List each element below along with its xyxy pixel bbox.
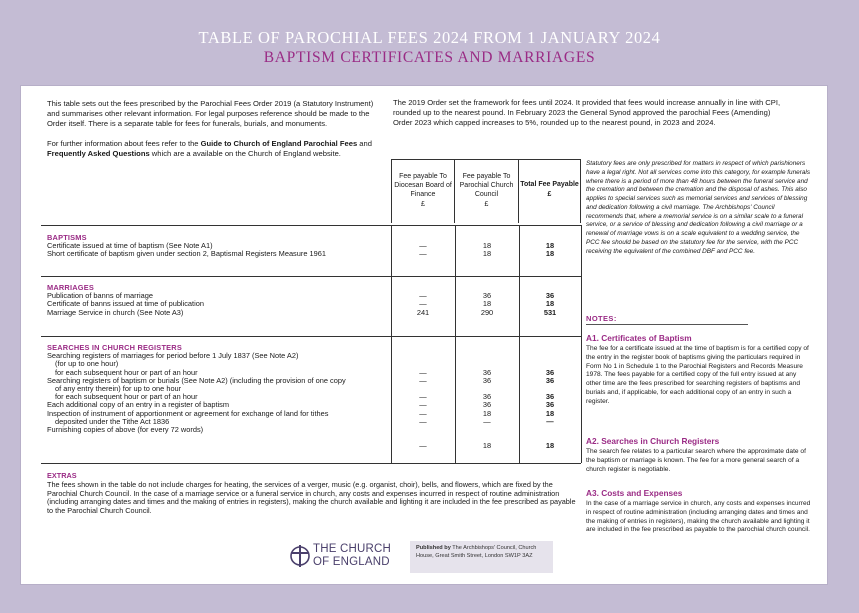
cell-total: — [546, 416, 554, 426]
table-row-label: Certificate issued at time of baptism (See Note A1) [47, 241, 213, 251]
cell-dbf: — [419, 392, 427, 402]
cell-total: 36 18 531 [543, 291, 557, 317]
table-row-label: Searching registers of marriages for period before 1 July 1837 (See Note A2) [47, 351, 299, 361]
table-row-label: Inspection of instrument of apportionment or agreement for exchange of land for tithes [47, 408, 329, 418]
table-row-label: deposited under the Tithe Act 1836 [55, 416, 170, 426]
cell-dbf: — [419, 408, 427, 418]
fee-sheet [20, 85, 828, 585]
section-title: SEARCHES IN CHURCH REGISTERS [47, 343, 182, 352]
table-row-label: Each additional copy of an entry in a register of baptism [47, 400, 229, 410]
table-rule [41, 276, 581, 277]
note-a3 [586, 488, 811, 535]
note-title: A1. Certificates of Baptism [586, 333, 692, 343]
cell-total: 36 [545, 400, 555, 410]
note-title: A3. Costs and Expenses [586, 488, 683, 498]
guide-reference: Guide to Church of England Parochial Fees [200, 139, 358, 148]
notes-heading: NOTES: [586, 314, 617, 323]
page-subtitle: BAPTISM CERTIFICATES AND MARRIAGES [263, 49, 596, 66]
note-a2 [586, 436, 811, 474]
church-logo-text: THE CHURCH OF ENGLAND [313, 543, 392, 568]
section-searches [47, 344, 346, 434]
cell-total: 18 [545, 441, 555, 451]
table-row-label: (for up to one hour) [55, 359, 119, 369]
section-marriages [47, 284, 204, 317]
section-title: BAPTISMS [47, 233, 87, 242]
note-a1 [586, 333, 811, 406]
cell-pcc: 18 18 [482, 241, 492, 259]
table-column-line [391, 225, 392, 463]
cell-pcc: — [483, 416, 491, 426]
table-row-label: Certificate of banns issued at time of publication [47, 299, 204, 309]
cell-total: 36 [545, 392, 555, 402]
cell-pcc: 36 18 290 [480, 291, 494, 317]
intro-right [393, 98, 788, 128]
statutory-note: Statutory fees are only prescribed for matters in respect of which parishioners have a legal right. Not all services come into this category, for example funerals where there is a period of more than 48 hours between the funeral service and the cremation and between the cremation and the disposal of ashes. This also applies to special services such as memorial services and services of blessing and dedication following a civil marriage. The Archbishops' Council recommends that, where a memorial service is on a similar scale to a funeral service, or a service of blessing and dedication following a civil marriage or a renewal of marriage vows is on a scale equivalent to a wedding service, the PCC fee should be based on the statutory fee for the service, with the PCC receiving the equivalent of the combined DBF and PCC fee. [586, 160, 811, 255]
column-header-pcc: Fee payable To Parochial Church Council £ [455, 159, 519, 223]
note-title: A2. Searches in Church Registers [586, 436, 720, 446]
table-row-label: Publication of banns of marriage [47, 291, 153, 301]
table-column-line [455, 225, 456, 463]
table-row-label: for each subsequent hour or part of an hour [55, 392, 198, 402]
extras-text: The fees shown in the table do not include charges for heating, the services of a verger, music (e.g. organist, choir), bells, and flowers, which are fixed by the Parochial Church Council. In the case of a marriage service or a funeral service in church, any costs and expenses incurred in respect of routine administration (including arranging dates and times and the making of entries in registers), making the church available and lighting it are included in the fee prescribed as payable to the Parochial Church Council. [47, 479, 576, 516]
cell-pcc: 36 [482, 375, 492, 385]
cell-dbf: — — 241 [416, 291, 430, 317]
table-rule [41, 225, 581, 226]
cell-dbf: — [419, 416, 427, 426]
cell-pcc: 18 [482, 441, 492, 451]
page-title: TABLE OF PAROCHIAL FEES 2024 FROM 1 JANUARY 2024 [198, 28, 661, 47]
notes-divider [586, 324, 748, 325]
table-rule [41, 336, 581, 337]
table-row-label: Searching registers of baptism or burials (See Note A2) (including the provision of one copy [47, 375, 346, 385]
intro-paragraph: This table sets out the fees prescribed by the Parochial Fees Order 2019 (a Statutory Instrument) and summarises other relevant information. For legal purposes reference should be made to the Order itself. There is a separate table for fees for funerals, burials, and monuments. [47, 99, 374, 128]
note-text: The search fee relates to a particular search where the approximate date of the baptism or marriage is known. The fee for a more general search of a church register is negotiable. [586, 448, 806, 473]
publisher-box: Published by The Archbishops' Council, Church House, Great Smith Street, London SW1P 3AZ [410, 541, 553, 573]
cell-pcc: 36 [482, 367, 492, 377]
intro-left [47, 99, 387, 159]
section-title: EXTRAS [47, 471, 77, 480]
cell-total: 36 [545, 375, 555, 385]
cell-pcc: 36 [482, 400, 492, 410]
table-row-label: of any entry therein) for up to one hour [55, 384, 182, 394]
section-baptisms [47, 234, 326, 259]
table-column-line [519, 225, 520, 463]
section-title: MARRIAGES [47, 283, 94, 292]
note-text: In the case of a marriage service in church, any costs and expenses incurred in respect of routine administration (including arranging dates and times and the making of entries in registers), making the church available and lighting it are included in the fee prescribed as payable to the parochial church council. [586, 500, 811, 534]
column-header-dbf: Fee payable To Diocesan Board of Finance £ [391, 159, 455, 223]
table-rule [41, 463, 581, 464]
cell-total: 18 [545, 408, 555, 418]
cell-dbf: — [419, 367, 427, 377]
faq-reference: Frequently Asked Questions [47, 149, 150, 158]
extras-section [47, 472, 577, 516]
cell-pcc: 36 [482, 392, 492, 402]
church-cross-logo-icon [289, 542, 311, 570]
note-text: The fee for a certificate issued at the time of baptism is for a certified copy of the entry in the register book of baptisms giving the particulars required in Form No 1 in Schedule 1 to the Parochial Registers and Records Measure 1978. The fees payable for a certified copy of the full entry issued at any other time are the fees prescribed for searching registers of baptisms and burials and, if applicable, for each additional copy of an entry in such a register. [586, 345, 809, 405]
table-row-label: for each subsequent hour or part of an hour [55, 367, 198, 377]
cell-dbf: — — [419, 241, 427, 259]
table-row-label: Short certificate of baptism given under section 2, Baptismal Registers Measure 1961 [47, 249, 326, 259]
cell-total: 18 18 [545, 241, 555, 259]
cell-dbf: — [419, 375, 427, 385]
intro-framework: The 2019 Order set the framework for fees until 2024. It provided that fees would increase annually in line with CPI, rounded up to the nearest pound. In February 2023 the General Synod approved the parochial Fees (Amending) Order 2023 which capped increases to 5%, rounded up to the nearest pound, in 2023 and 2024. [393, 98, 781, 127]
table-row-label: Furnishing copies of above (for every 72 words) [47, 425, 204, 435]
intro-further-info: For further information about fees refer to the Guide to Church of England Parochial Fees and Frequently Asked Questions which are a available on the Church of England website. [47, 139, 372, 158]
table-row-label: Marriage Service in church (See Note A3) [47, 307, 184, 317]
cell-total: 36 [545, 367, 555, 377]
cell-dbf: — [419, 441, 427, 451]
column-header-total: Total Fee Payable £ [519, 159, 581, 223]
table-column-line [581, 225, 582, 463]
cell-dbf: — [419, 400, 427, 410]
cell-pcc: 18 [482, 408, 492, 418]
